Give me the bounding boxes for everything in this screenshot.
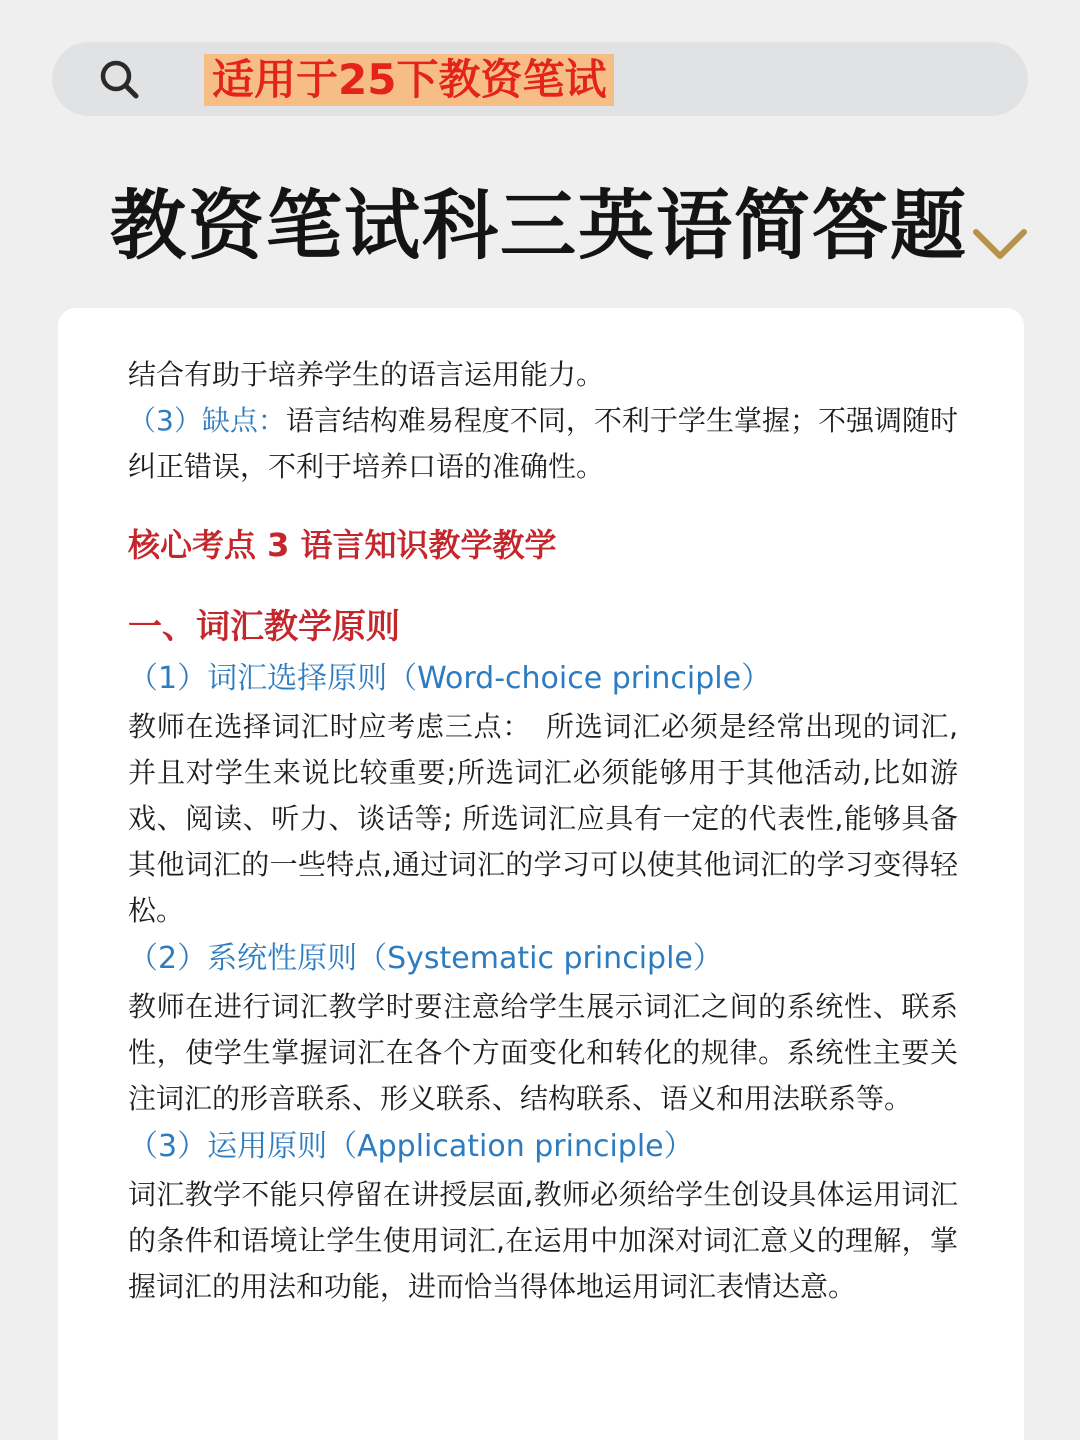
principle-body: 词汇教学不能只停留在讲授层面,教师必须给学生创设具体运用词汇的条件和语境让学生使用词汇,在运用中加深对词汇意义的理解，掌握词汇的用法和功能，进而恰当得体地运用词汇表情达意。	[128, 1178, 958, 1303]
disadvantage-paragraph	[128, 398, 958, 490]
search-keyword-tag[interactable]: 适用于25下教资笔试	[204, 54, 614, 106]
disadvantage-text: 语言结构难易程度不同，不利于学生掌握；不强调随时纠正错误，不利于培养口语的准确性。	[128, 404, 958, 483]
core-point-heading: 核心考点 3 语言知识教学教学	[128, 526, 557, 564]
content-card	[58, 308, 1024, 1440]
search-bar[interactable]	[52, 42, 1028, 116]
principle-heading: （3）运用原则（Application principle）	[128, 1129, 694, 1164]
search-icon	[98, 58, 140, 100]
principle-body: 教师在进行词汇教学时要注意给学生展示词汇之间的系统性、联系性，使学生掌握词汇在各个方面变化和转化的规律。系统性主要关注词汇的形音联系、形义联系、结构联系、语义和用法联系等。	[128, 990, 958, 1115]
intro-paragraph: 结合有助于培养学生的语言运用能力。	[128, 358, 605, 391]
principle-body: 教师在选择词汇时应考虑三点： 所选词汇必须是经常出现的词汇,并且对学生来说比较重要;所选词汇必须能够用于其他活动,比如游戏、阅读、听力、谈话等; 所选词汇应具有一定的代表性,能够具备其他词汇的一些特点,通过词汇的学习可以使其他词汇的学习变得轻松。	[128, 710, 958, 927]
chevron-down-icon[interactable]	[970, 222, 1030, 266]
section-heading: 一、词汇教学原则	[128, 607, 400, 647]
principle-heading: （2）系统性原则（Systematic principle）	[128, 941, 723, 976]
page-title: 教资笔试科三英语简答题	[110, 181, 968, 270]
disadvantage-label: （3）缺点：	[128, 404, 286, 437]
principle-heading: （1）词汇选择原则（Word-choice principle）	[128, 661, 772, 696]
article-body	[128, 352, 958, 1310]
